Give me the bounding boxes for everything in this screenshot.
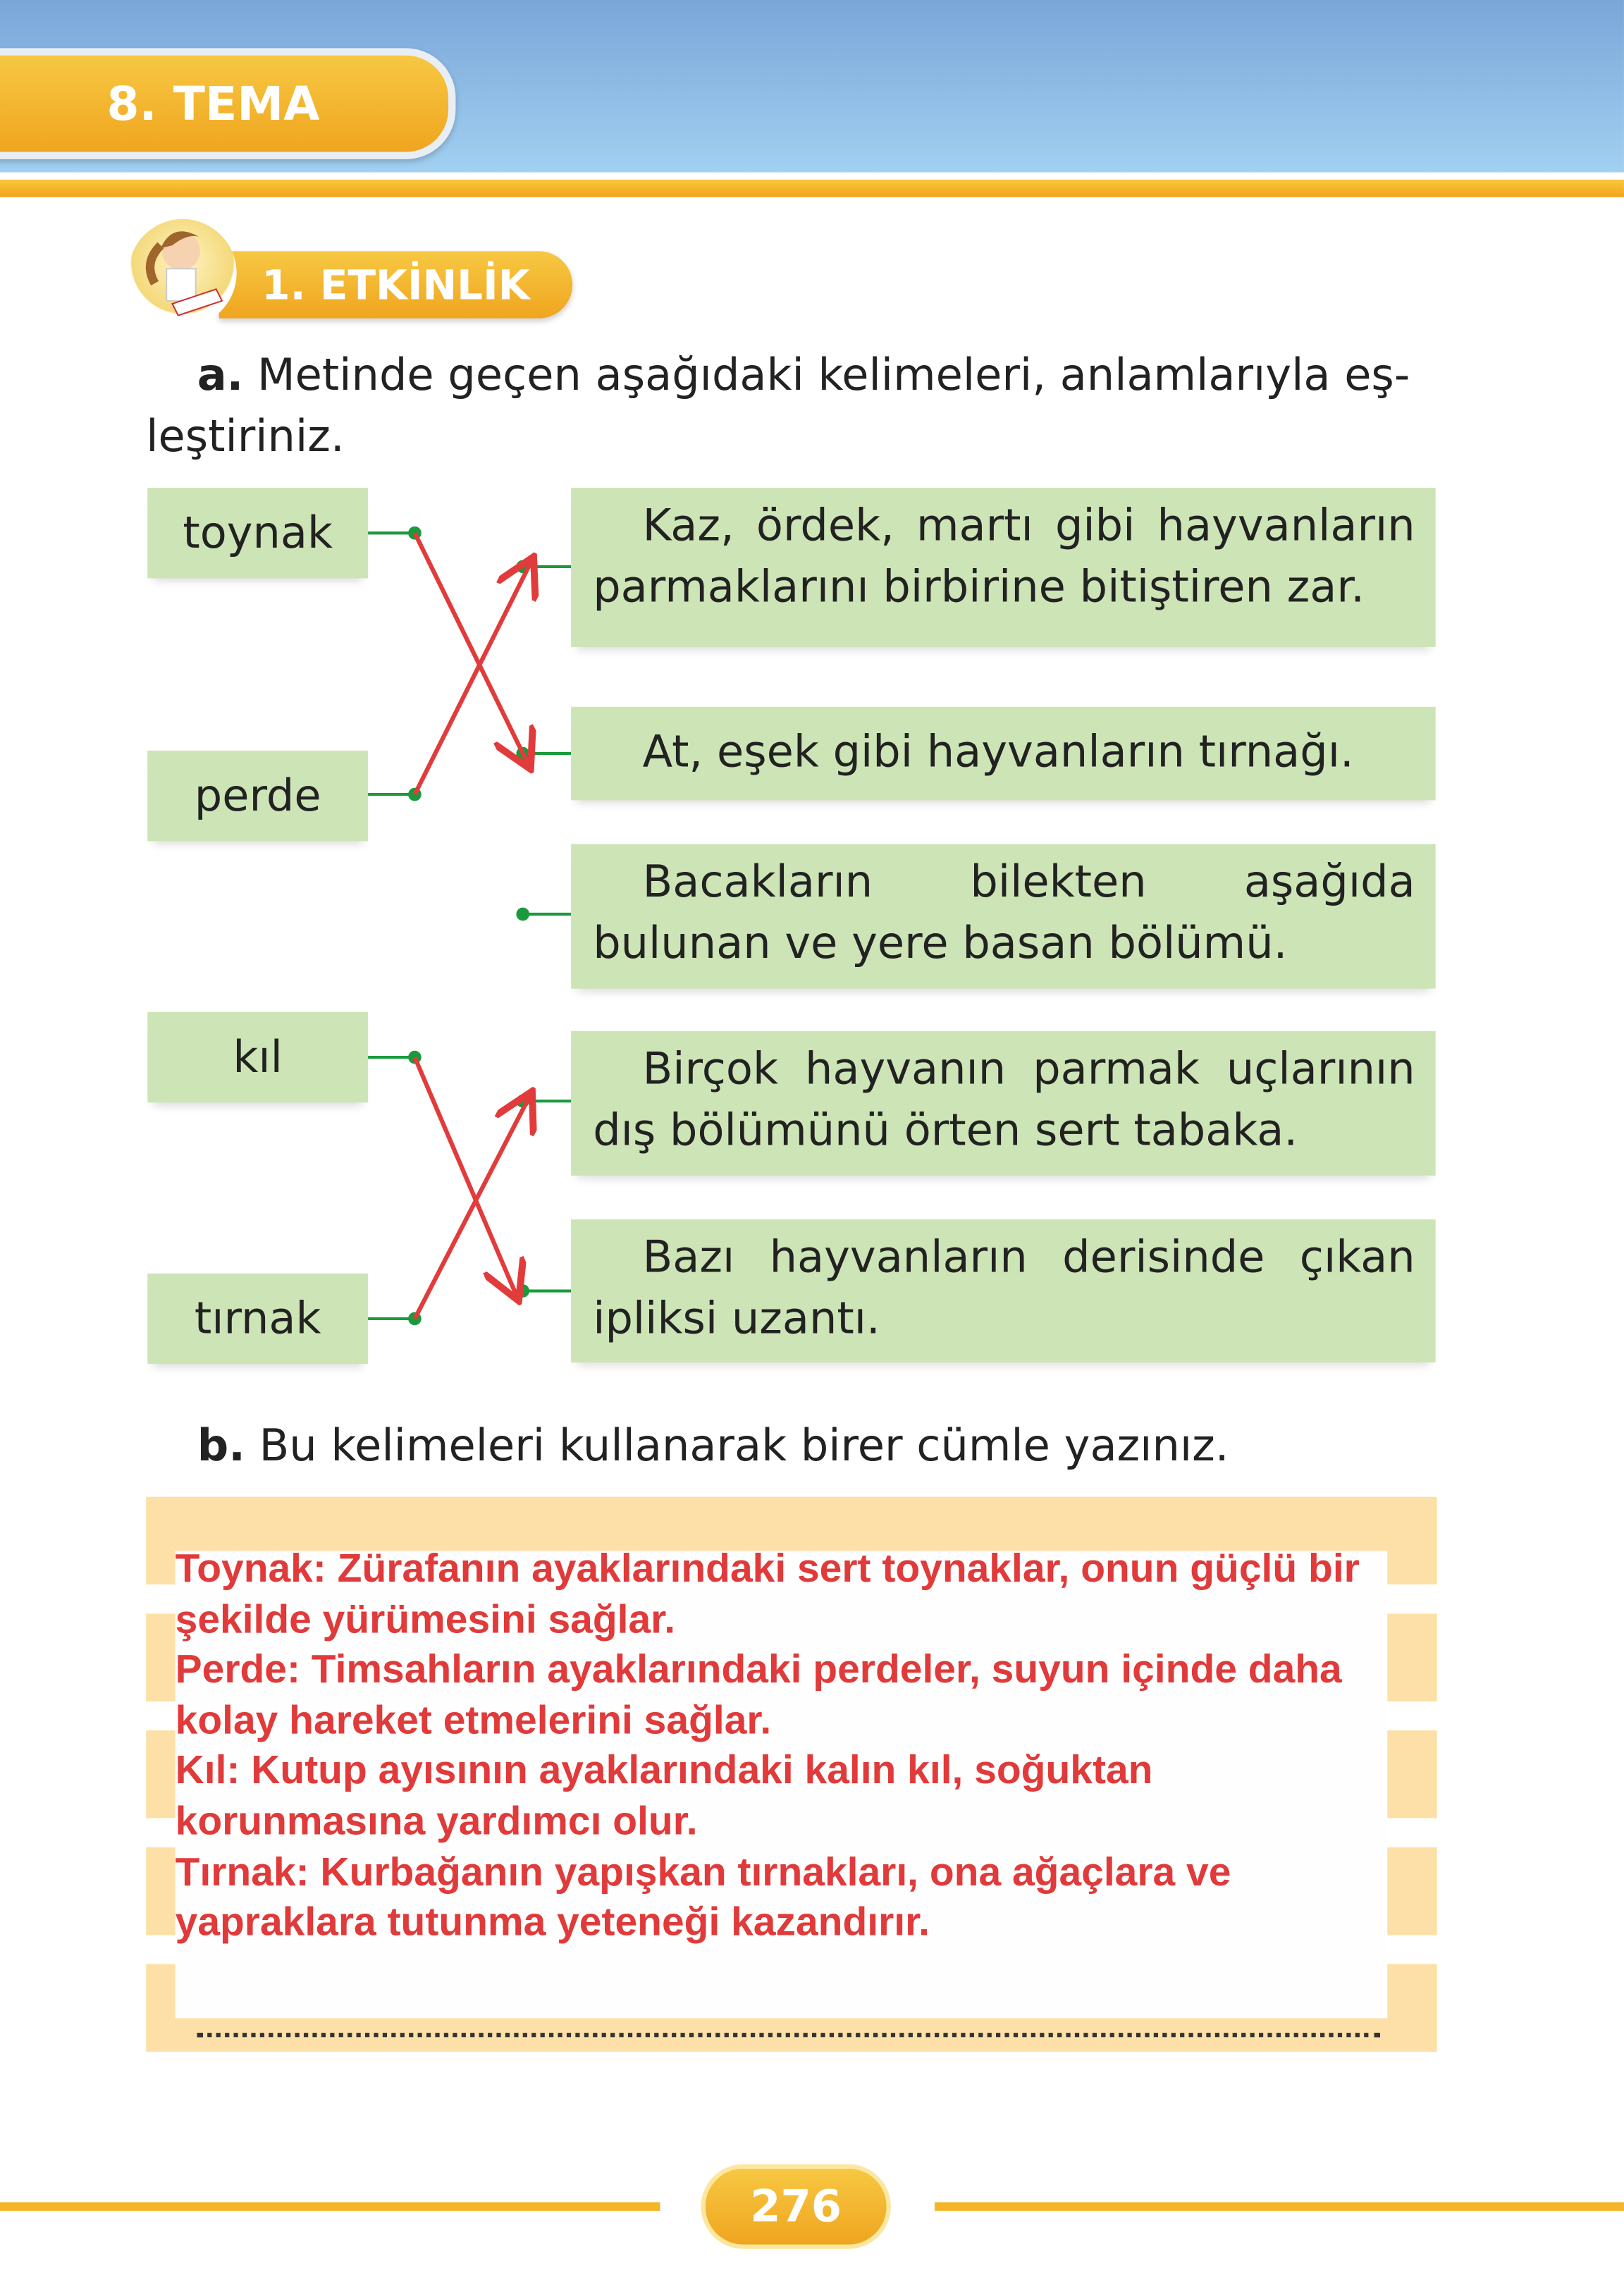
word-box-toynak: toynak — [147, 488, 368, 578]
part-b-instruction: b. Bu kelimeleri kullanarak birer cümle yazınız. — [197, 1420, 1229, 1472]
part-a-instruction: a. Metinde geçen aşağıdaki kelimeleri, anlamlarıyla eş- — [197, 350, 1410, 402]
word-box-tirnak: tırnak — [147, 1274, 368, 1364]
right-connector — [517, 1286, 571, 1296]
meaning-box-5: Bazı hayvanların derisinde çıkan ipliksi uzantı. — [571, 1219, 1436, 1362]
word-box-kil: kıl — [147, 1012, 368, 1102]
meaning-box-4: Birçok hayvanın parmak uçlarının dış bölümünü örten sert tabaka. — [571, 1031, 1436, 1176]
meaning-box-1: Kaz, ördek, martı gibi hayvanların parmaklarını birbirine bitiştiren zar. — [571, 488, 1436, 647]
left-connector — [368, 789, 420, 800]
match-arrow-toynak — [414, 533, 529, 765]
footer-line-right — [935, 2202, 1624, 2210]
answer-kil: Kıl: Kutup ayısının ayaklarındaki kalın kıl, soğuktan korunmasına yardımcı olur. — [175, 1747, 1153, 1843]
answer-toynak: Toynak: Zürafanın ayaklarındaki sert toynaklar, onun güçlü bir şekilde yürümesini sağlar. — [175, 1545, 1360, 1641]
theme-title: 8. TEMA — [0, 48, 455, 159]
left-connector — [368, 1314, 420, 1324]
writing-line — [197, 2033, 1380, 2037]
answer-perde: Perde: Timsahların ayaklarındaki perdeler, suyun içinde daha kolay hareket etmelerini sağlar. — [175, 1646, 1342, 1742]
word-box-perde: perde — [147, 751, 368, 841]
match-arrow-perde — [414, 561, 531, 795]
left-connector — [368, 1052, 420, 1063]
footer-line-left — [0, 2202, 660, 2210]
page-number: 276 — [701, 2165, 891, 2249]
part-a-instruction-cont: leştiriniz. — [146, 412, 345, 463]
left-connector — [368, 528, 420, 538]
meaning-box-2: At, eşek gibi hayvanların tırnağı. — [571, 707, 1436, 801]
match-arrow-kil — [414, 1057, 517, 1297]
answer-tirnak: Tırnak: Kurbağanın yapışkan tırnakları, ona ağaçlara ve yapraklara tutunma yeteneği kazandırır. — [175, 1848, 1231, 1945]
meaning-box-3: Bacakların bilekten aşağıda bulunan ve yere basan bölümü. — [571, 844, 1436, 989]
activity-title: 1. ETKİNLİK — [219, 251, 572, 318]
right-connector — [517, 909, 571, 920]
answer-text[interactable] — [176, 1544, 1388, 1947]
